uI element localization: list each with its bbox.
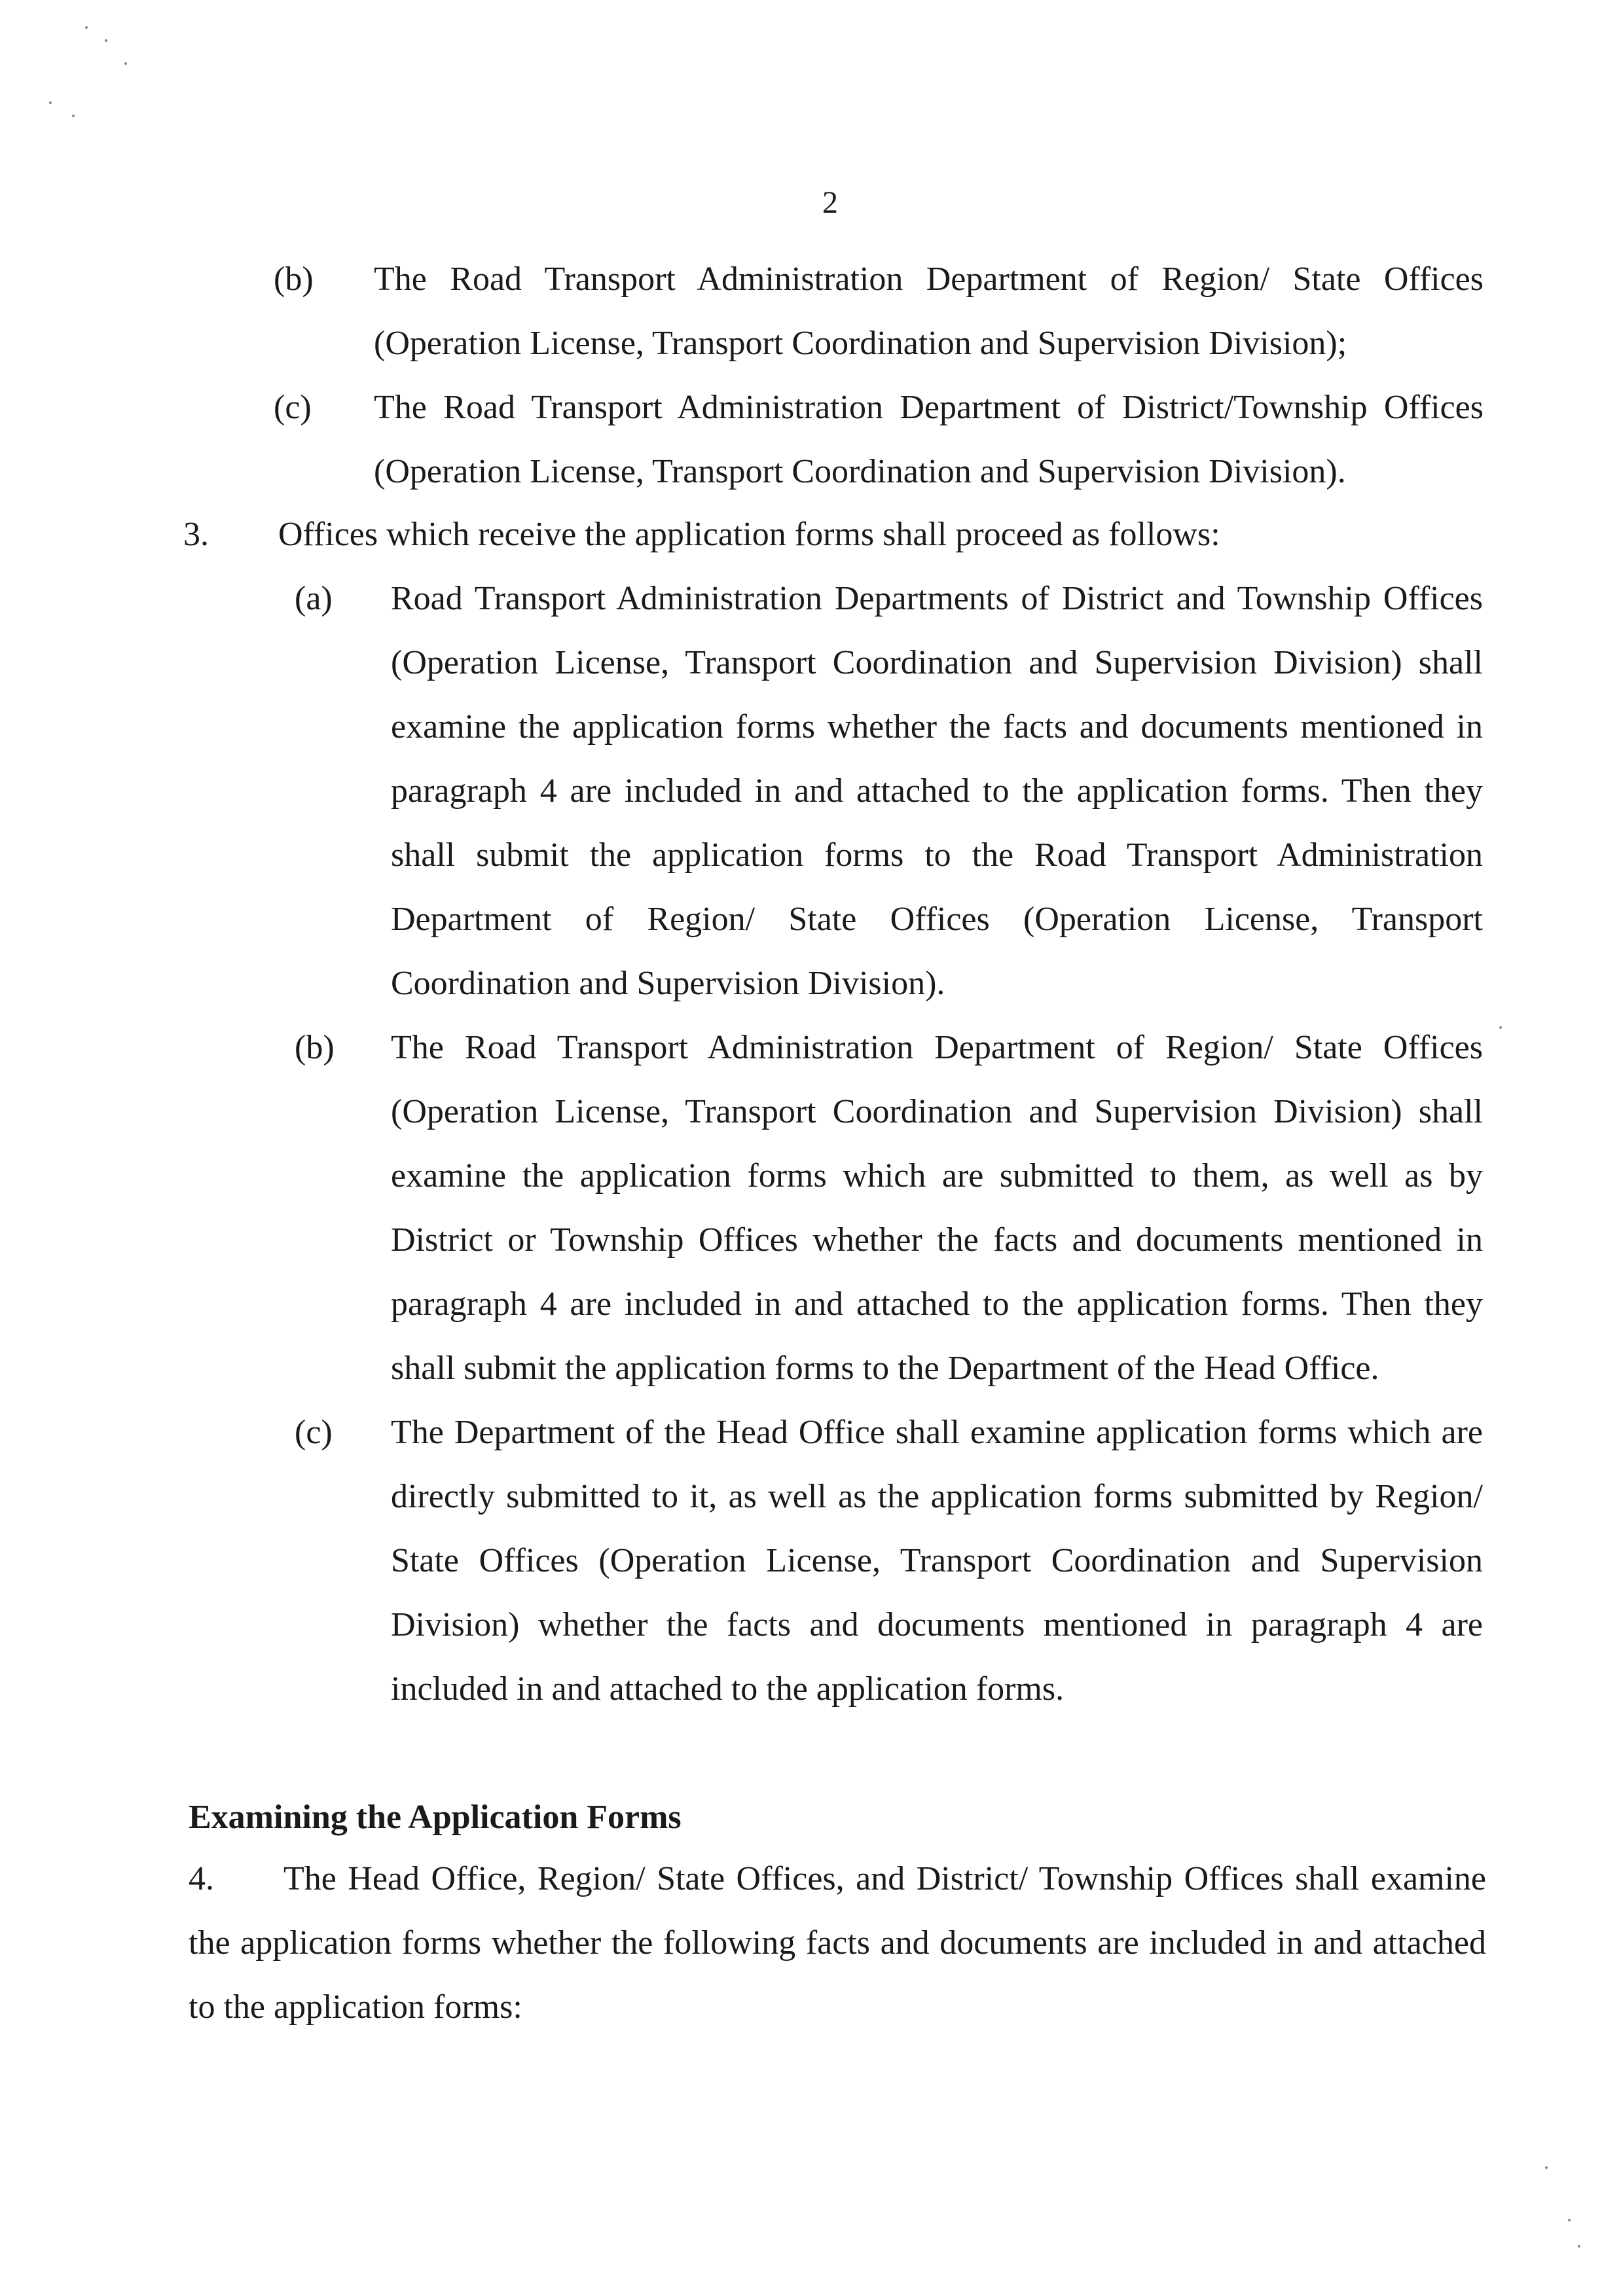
- scan-speck: [105, 39, 107, 42]
- paragraph-intro: Offices which receive the application forms shall proceed as follows:: [278, 516, 1220, 553]
- section-heading: Examining the Application Forms: [189, 1799, 682, 1836]
- scan-speck: [1578, 2245, 1580, 2248]
- list-item-text: The Road Transport Administration Department of District/Township Offices (Operation License, Transport Coordination and Supervision Division).: [374, 389, 1484, 490]
- sub-item-text: The Road Transport Administration Department of Region/ State Offices (Operation License, Transport Coordination and Supervision Division) shall examine the application forms which are submitted to them, as well as by District or Township Offices whether the facts and documents mentioned in paragraph 4 are included in and attached to the application forms. Then they shall submit the application forms to the Department of the Head Office.: [391, 1029, 1483, 1387]
- scan-speck: [72, 115, 75, 117]
- sub-item-marker: (c): [295, 1414, 333, 1451]
- scan-speck: [124, 62, 127, 65]
- paragraph-number: 4.: [189, 1860, 214, 1897]
- list-item-text: The Road Transport Administration Department of Region/ State Offices (Operation License, Transport Coordination and Supervision Division);: [374, 260, 1484, 362]
- scan-speck: [49, 101, 52, 104]
- sub-item-text: Road Transport Administration Departments of District and Township Offices (Operation License, Transport Coordination and Supervision Division) shall examine the application forms whether the facts and documents mentioned in paragraph 4 are included in and attached to the application forms. Then they shall submit the application forms to the Road Transport Administration Department of Region/ State Offices (Operation License, Transport Coordination and Supervision Division).: [391, 580, 1483, 1002]
- sub-item-marker: (b): [295, 1029, 335, 1066]
- scan-speck: [1499, 1026, 1502, 1029]
- list-item-marker: (c): [274, 389, 312, 426]
- scan-speck: [1545, 2166, 1548, 2169]
- sub-item-marker: (a): [295, 580, 333, 617]
- paragraph-number: 3.: [183, 516, 209, 553]
- list-item-marker: (b): [274, 260, 314, 298]
- page-number: 2: [822, 185, 838, 220]
- paragraph-4: [189, 1847, 1486, 2039]
- scan-speck: [1568, 2219, 1571, 2221]
- sub-item-text: The Department of the Head Office shall examine application forms which are directly submitted to it, as well as the application forms submitted by Region/ State Offices (Operation License, Transport Coordination and Supervision Division) whether the facts and documents mentioned in paragraph 4 are included in and attached to the application forms.: [391, 1414, 1483, 1708]
- paragraph-text: The Head Office, Region/ State Offices, and District/ Township Offices shall examine the application forms whether the following facts and documents are included in and attached to the application forms:: [189, 1860, 1486, 2026]
- scan-speck: [85, 26, 88, 29]
